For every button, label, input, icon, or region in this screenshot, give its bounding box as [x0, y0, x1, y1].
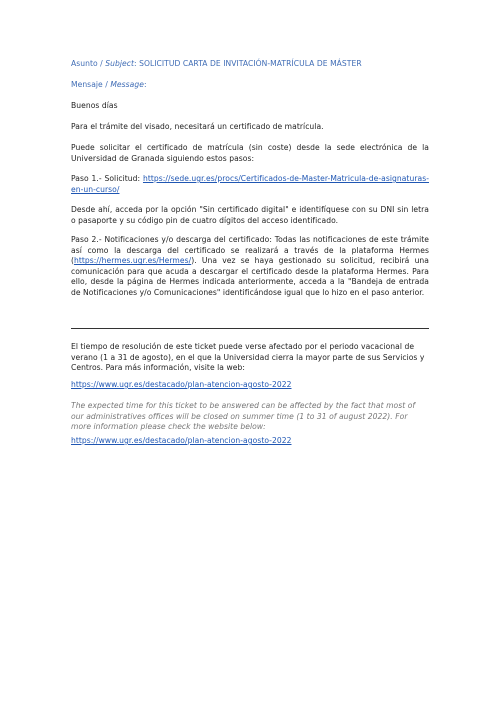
greeting: Buenos días — [71, 101, 118, 110]
plan-atencion-link-es[interactable]: https://www.ugr.es/destacado/plan-atencion-agosto-2022 — [71, 380, 292, 389]
subject-line — [71, 59, 429, 70]
paragraph-step-2 — [71, 235, 429, 299]
subject-label-en: Subject — [105, 59, 134, 68]
step-1-prefix: Paso 1.- Solicitud: — [71, 174, 143, 183]
plan-atencion-link-en[interactable]: https://www.ugr.es/destacado/plan-atencion-agosto-2022 — [71, 436, 292, 445]
paragraph-access: Desde ahí, acceda por la opción "Sin certificado digital" e identifíquese con su DNI sin letra o pasaporte y su código pin de cuatro dígitos del acceso identificado. — [71, 205, 429, 225]
notice-en-link-line — [71, 436, 429, 447]
subject-value: : SOLICITUD CARTA DE INVITACIÓN-MATRÍCULA DE MÁSTER — [134, 59, 362, 68]
subject-label: Asunto / — [71, 59, 106, 68]
message-label: Mensaje / — [71, 80, 111, 89]
paragraph-visa: Para el trámite del visado, necesitará un certificado de matrícula. — [71, 122, 324, 131]
notice-es: El tiempo de resolución de este ticket puede verse afectado por el periodo vacacional de verano (1 a 31 de agosto), en el que la Universidad cierra la mayor parte de sus Servicios y Centros. Para más información, visite la web: — [71, 342, 425, 373]
paragraph-step-1 — [71, 174, 429, 195]
paragraph-request-intro: Puede solicitar el certificado de matrícula (sin coste) desde la sede electrónica de la Universidad de Granada siguiendo estos pasos: — [71, 143, 429, 163]
message-line — [71, 80, 429, 91]
step-1-link[interactable]: https://sede.ugr.es/procs/Certificados-de-Master-Matricula-de-asignaturas-en-un-curso/ — [71, 174, 429, 194]
step-2-text-a: Paso 2.- Notificaciones y/o descarga del certificado: Todas las notificaciones de este trámite así como la descarga del certificado se realizará a través de la plataforma Hermes ( — [71, 235, 429, 266]
message-label-en: Message — [110, 80, 144, 89]
message-suffix: : — [143, 80, 147, 89]
hermes-link[interactable]: https://hermes.ugr.es/Hermes/ — [74, 256, 192, 266]
divider — [71, 328, 429, 329]
step-2-text-b: ). Una vez se haya gestionado su solicitud, recibirá una comunicación para que acuda a descargar el certificado desde la plataforma Hermes. Para ello, desde la página de Hermes indicada anteriormente, acceda a la "Bandeja de entrada de Notificaciones y/o Comunicaciones" identificándose igual que lo hizo en el paso anterior. — [71, 256, 429, 297]
notice-es-link-line — [71, 380, 429, 391]
notice-en: The expected time for this ticket to be answered can be affected by the fact that most of our administratives offices will be closed on summer time (1 to 31 of august 2022). For more information please check the website below: — [71, 401, 416, 432]
